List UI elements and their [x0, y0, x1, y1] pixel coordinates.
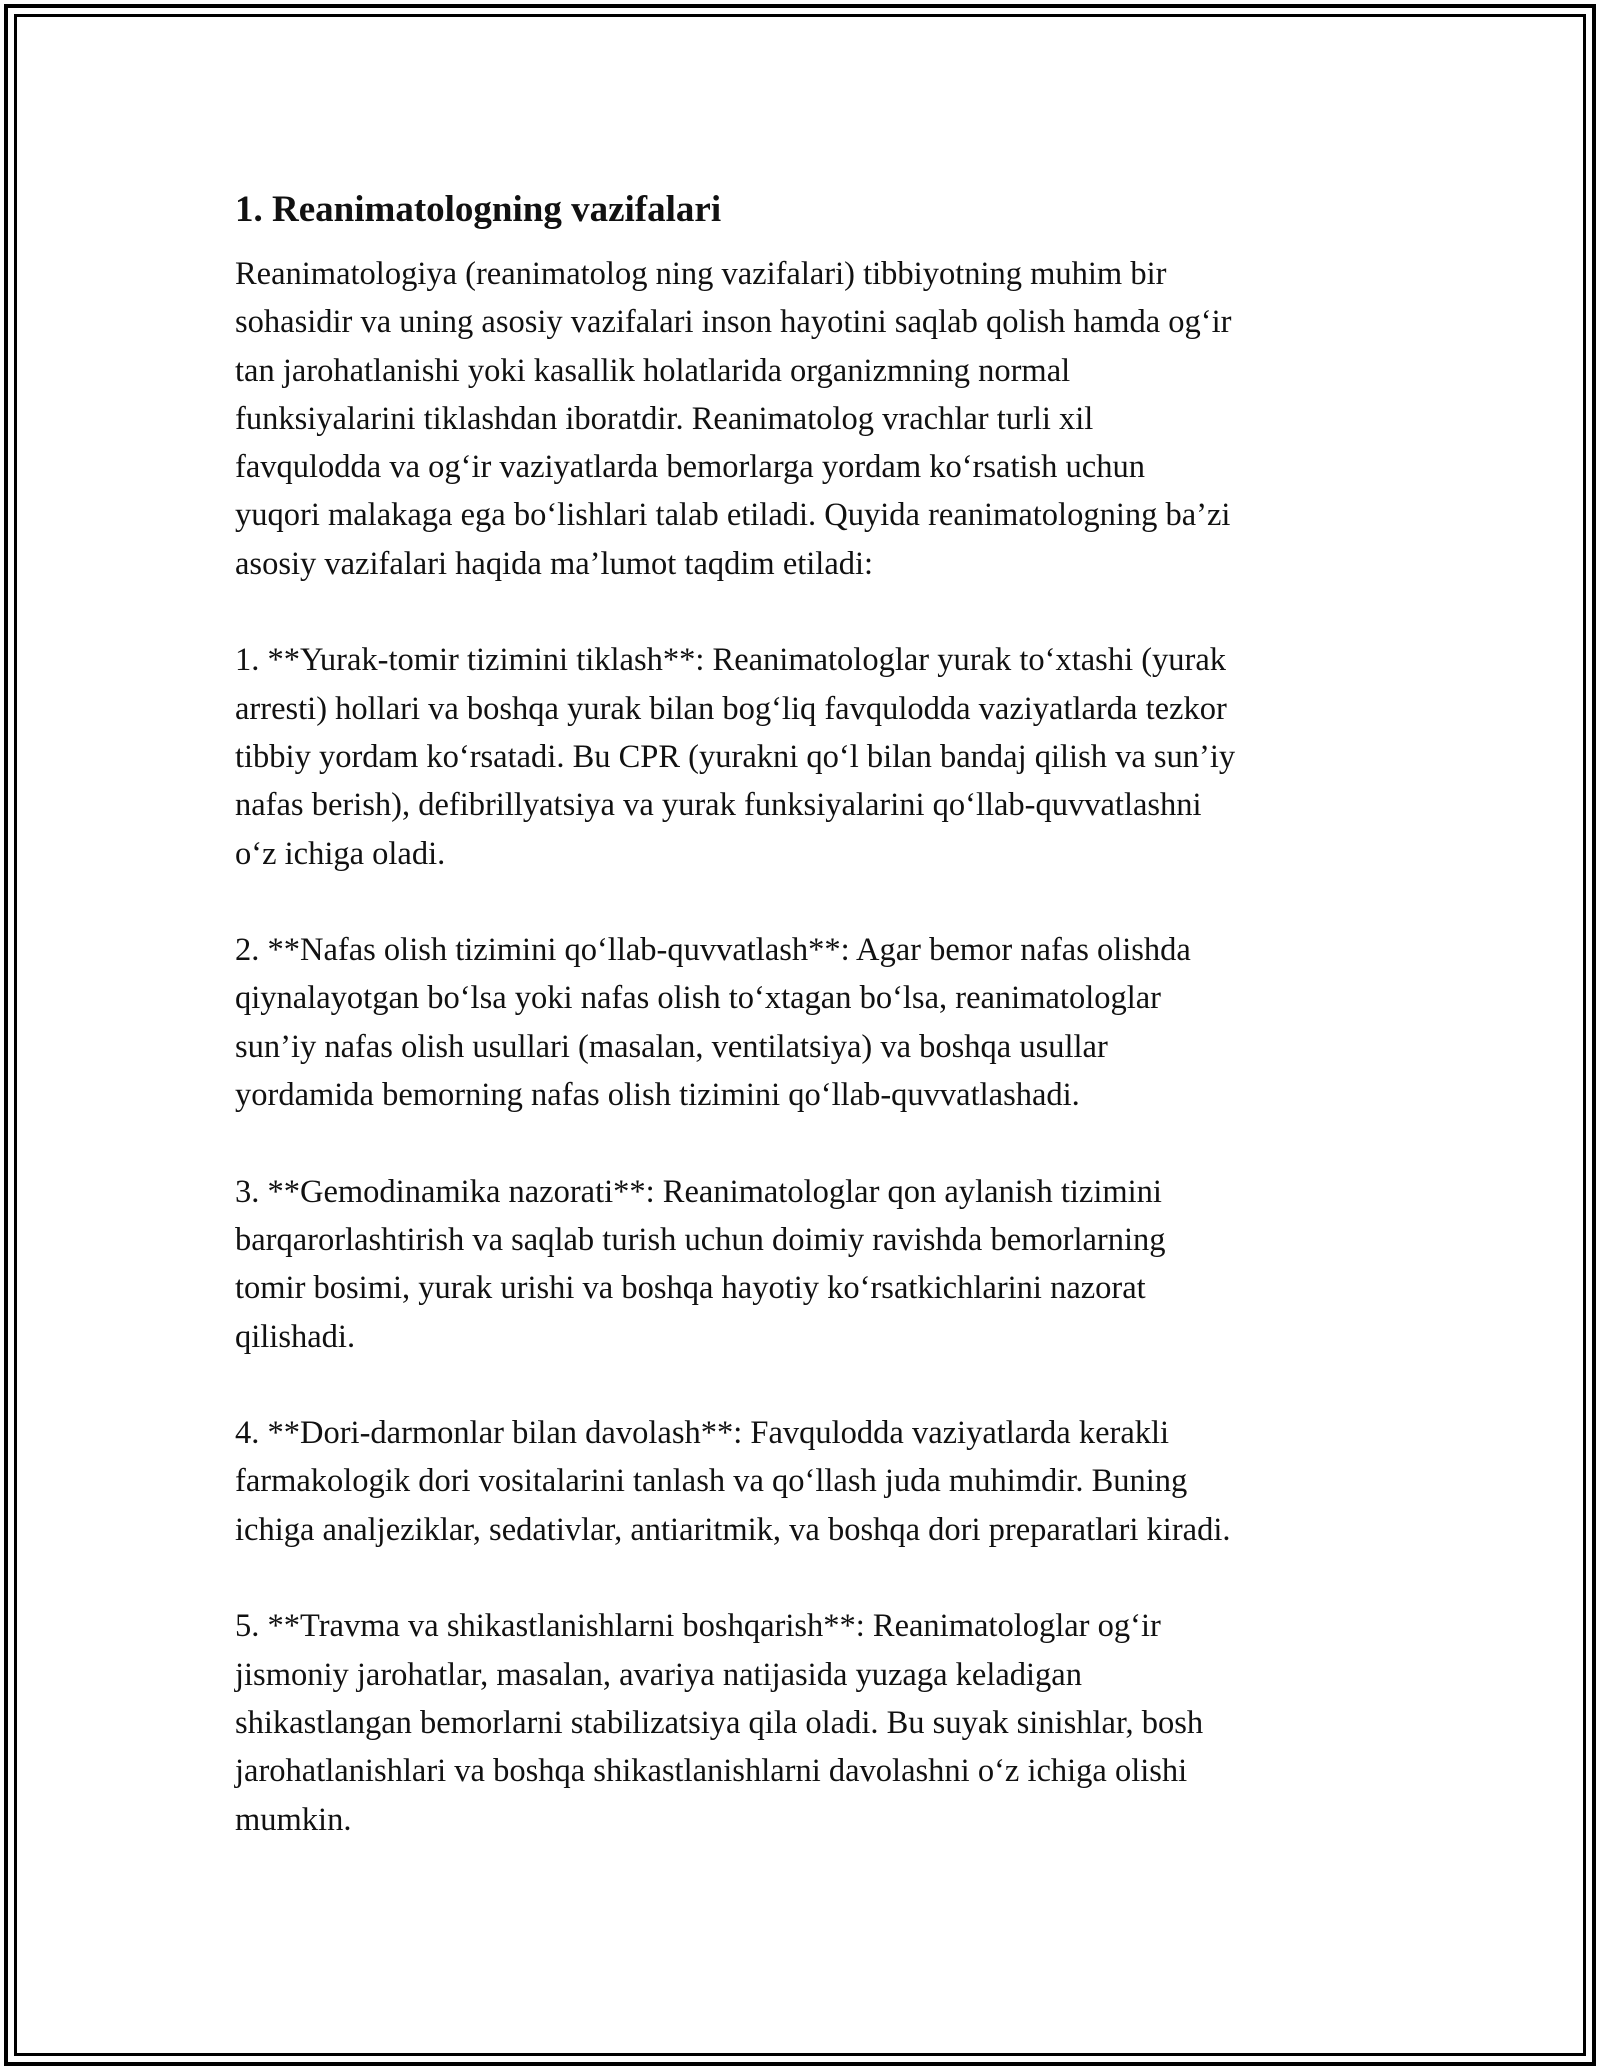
text-line: ichiga analjeziklar, sedativlar, antiaritmik, va boshqa dori preparatlari kiradi. [235, 1511, 1231, 1548]
text-line: 2. **Nafas olish tizimini qo‘llab-quvvatlash**: Agar bemor nafas olishda [235, 932, 1191, 969]
list-item-2-paragraph [235, 926, 1385, 1119]
text-line: tibbiy yordam ko‘rsatadi. Bu CPR (yurakni qo‘l bilan bandaj qilish va sun’iy [235, 738, 1236, 775]
text-line: jismoniy jarohatlar, masalan, avariya natijasida yuzaga keladigan [235, 1656, 1082, 1693]
text-line: Reanimatologiya (reanimatolog ning vazifalari) tibbiyotning muhim bir [235, 256, 1167, 292]
text-line: tan jarohatlanishi yoki kasallik holatlarida organizmning normal [235, 352, 1071, 389]
list-item-4-paragraph [235, 1409, 1385, 1554]
text-line: tomir bosimi, yurak urishi va boshqa hayotiy ko‘rsatkichlarini nazorat [235, 1270, 1146, 1307]
text-line: 4. **Dori-darmonlar bilan davolash**: Favqulodda vaziyatlarda kerakli [235, 1415, 1170, 1452]
list-item-3-paragraph [235, 1168, 1385, 1361]
document-body [235, 186, 1385, 1892]
text-line: o‘z ichiga oladi. [235, 835, 446, 872]
document-title: 1. Reanimatologning vazifalari [235, 189, 722, 230]
text-line: 5. **Travma va shikastlanishlarni boshqarish**: Reanimatologlar og‘ir [235, 1608, 1161, 1645]
text-line: favqulodda va og‘ir vaziyatlarda bemorlarga yordam ko‘rsatish uchun [235, 449, 1145, 486]
text-line: nafas berish), defibrillyatsiya va yurak funksiyalarini qo‘llab-quvvatlashni [235, 787, 1202, 824]
text-line: mumkin. [235, 1801, 352, 1838]
text-line: asosiy vazifalari haqida ma’lumot taqdim etiladi: [235, 545, 874, 582]
text-line: yuqori malakaga ega bo‘lishlari talab etiladi. Quyida reanimatologning ba’zi [235, 497, 1231, 534]
text-line: jarohatlanishlari va boshqa shikastlanishlarni davolashni o‘z ichiga olishi [235, 1753, 1188, 1790]
text-line: sun’iy nafas olish usullari (masalan, ventilatsiya) va boshqa usullar [235, 1028, 1108, 1065]
list-item-1-paragraph [235, 636, 1385, 877]
text-line: 1. **Yurak-tomir tizimini tiklash**: Reanimatologlar yurak to‘xtashi (yurak [235, 642, 1227, 679]
text-line: arresti) hollari va boshqa yurak bilan bog‘liq favqulodda vaziyatlarda tezkor [235, 690, 1227, 727]
text-line: qilishadi. [235, 1318, 356, 1355]
list-item-5-paragraph [235, 1602, 1385, 1843]
text-line: yordamida bemorning nafas olish tizimini qo‘llab-quvvatlashadi. [235, 1077, 1080, 1114]
text-line: barqarorlashtirish va saqlab turish uchun doimiy ravishda bemorlarning [235, 1221, 1166, 1258]
text-line: 3. **Gemodinamika nazorati**: Reanimatologlar qon aylanish tizimini [235, 1173, 1162, 1210]
intro-paragraph [235, 250, 1385, 588]
text-line: shikastlangan bemorlarni stabilizatsiya qila oladi. Bu suyak sinishlar, bosh [235, 1704, 1204, 1741]
text-line: qiynalayotgan bo‘lsa yoki nafas olish to‘xtagan bo‘lsa, reanimatologlar [235, 980, 1161, 1017]
text-line: sohasidir va uning asosiy vazifalari inson hayotini saqlab qolish hamda og‘ir [235, 304, 1232, 341]
text-line: farmakologik dori vositalarini tanlash va qo‘llash juda muhimdir. Buning [235, 1463, 1188, 1500]
text-line: funksiyalarini tiklashdan iboratdir. Reanimatolog vrachlar turli xil [235, 400, 1094, 437]
